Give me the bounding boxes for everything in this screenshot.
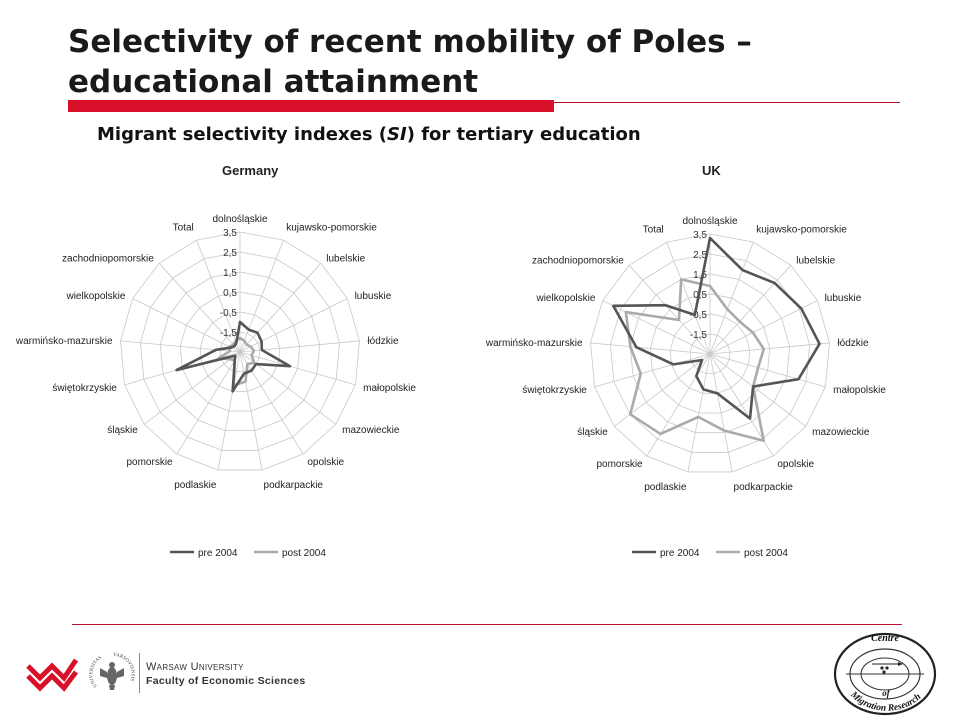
category-label: śląskie	[577, 427, 608, 439]
legend-label: post 2004	[744, 548, 788, 559]
title-rule-accent	[68, 100, 554, 112]
category-label: małopolskie	[833, 385, 886, 397]
legend-label: post 2004	[282, 548, 326, 559]
category-label: dolnośląskie	[682, 216, 738, 227]
radial-tick-label: -1,5	[689, 330, 707, 341]
category-label: łódzkie	[367, 336, 399, 348]
centre-label-bottom: Migration Research	[848, 690, 924, 714]
radial-tick-label: 1,5	[223, 268, 237, 279]
slide-title: Selectivity of recent mobility of Poles – educational attainment	[68, 24, 752, 100]
category-label: świętokrzyskie	[52, 383, 117, 395]
category-label: podkarpackie	[263, 479, 324, 491]
category-label: Total	[642, 224, 664, 236]
category-label: zachodniopomorskie	[532, 255, 624, 267]
wuw-logo-icon	[24, 650, 82, 698]
grid-spoke	[240, 299, 347, 352]
subtitle-si: SI	[387, 124, 407, 145]
category-label: mazowieckie	[342, 425, 400, 437]
chart-title: Germany	[222, 163, 279, 178]
category-label: opolskie	[777, 458, 815, 470]
category-label: warmińsko-mazurskie	[485, 338, 583, 350]
subtitle-post: ) for tertiary education	[406, 124, 641, 145]
radial-tick-label: 2,5	[223, 248, 237, 259]
grid-spoke	[240, 263, 321, 352]
subtitle-pre: Migrant selectivity indexes (	[97, 124, 388, 145]
logo-divider	[139, 653, 140, 693]
category-label: warmińsko-mazurskie	[15, 336, 113, 348]
radar-chart-uk	[460, 155, 960, 575]
category-label: kujawsko-pomorskie	[286, 222, 377, 234]
chart-title: UK	[702, 163, 721, 178]
category-label: podkarpackie	[733, 481, 794, 493]
category-label: pomorskie	[596, 458, 643, 470]
grid-spoke	[710, 265, 791, 354]
university-line1: Warsaw University	[146, 661, 244, 673]
category-label: lubuskie	[354, 290, 392, 302]
category-label: podlaskie	[174, 479, 217, 491]
university-name	[146, 660, 306, 688]
category-label: małopolskie	[363, 383, 416, 395]
radial-tick-label: 0,5	[693, 290, 707, 301]
category-label: łódzkie	[837, 338, 869, 350]
grid-spoke	[614, 354, 710, 426]
series-line-pre-2004	[613, 238, 819, 419]
category-label: mazowieckie	[812, 427, 870, 439]
category-label: wielkopolskie	[66, 290, 126, 302]
category-label: śląskie	[107, 425, 138, 437]
footer-rule	[72, 624, 902, 625]
category-label: wielkopolskie	[536, 292, 596, 304]
grid-spoke	[603, 301, 710, 354]
category-label: świętokrzyskie	[522, 385, 587, 397]
legend-label: pre 2004	[660, 548, 700, 559]
category-label: dolnośląskie	[212, 214, 268, 225]
radial-tick-label: 3,5	[223, 228, 237, 239]
category-label: pomorskie	[126, 456, 173, 468]
category-label: lubelskie	[326, 253, 366, 265]
category-label: zachodniopomorskie	[62, 253, 154, 265]
crest-text-right: VARSOVIENSIS	[112, 652, 135, 682]
radial-tick-label: -0,5	[219, 308, 237, 319]
category-label: podlaskie	[644, 481, 687, 493]
category-label: lubuskie	[824, 292, 862, 304]
slide-subtitle	[97, 124, 857, 145]
university-line2: Faculty of Economic Sciences	[146, 675, 306, 687]
radial-tick-label: 0,5	[223, 288, 237, 299]
centre-label-top: Centre	[871, 633, 899, 644]
radial-tick-label: 1,5	[693, 270, 707, 281]
category-label: kujawsko-pomorskie	[756, 224, 847, 236]
crest-text-left: UNIVERSITAS	[89, 655, 103, 688]
radial-tick-label: 3,5	[693, 230, 707, 241]
radial-tick-label: -0,5	[689, 310, 707, 321]
grid-spoke	[133, 299, 240, 352]
radial-tick-label: -1,5	[219, 328, 237, 339]
radar-chart-germany	[0, 155, 480, 575]
centre-label-mid: of	[882, 688, 890, 698]
category-label: Total	[172, 222, 194, 234]
category-label: opolskie	[307, 456, 345, 468]
radial-tick-label: 2,5	[693, 250, 707, 261]
centre-migration-research-logo	[832, 630, 942, 718]
category-label: lubelskie	[796, 255, 836, 267]
grid-spoke	[240, 240, 283, 352]
university-crest-icon	[87, 648, 137, 698]
legend-label: pre 2004	[198, 548, 238, 559]
